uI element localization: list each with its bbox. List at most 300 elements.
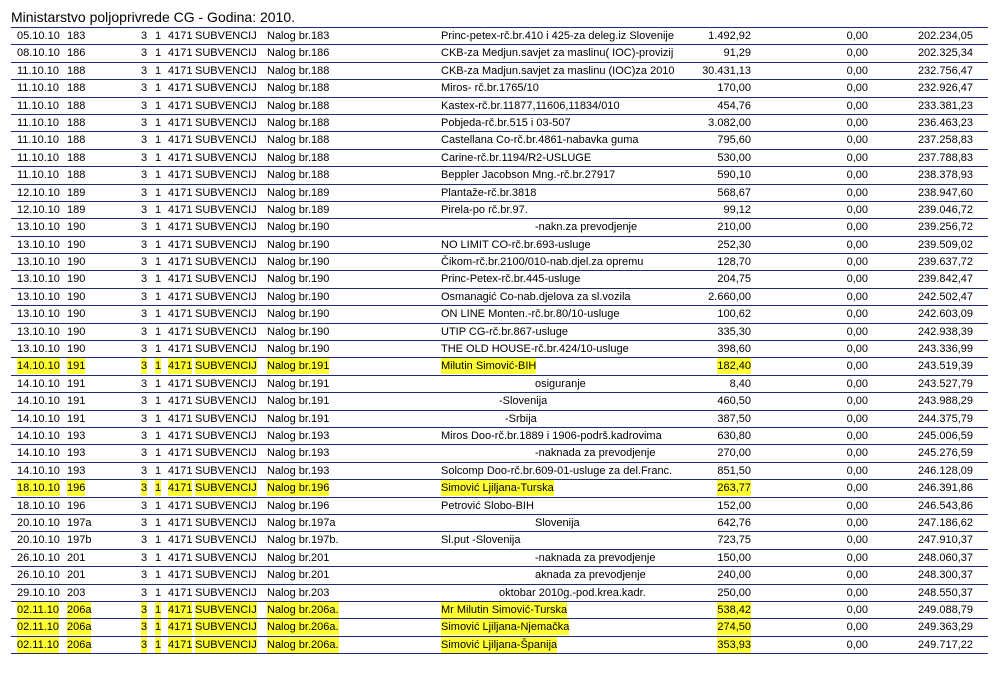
amount-cell: 1.492,92 xyxy=(708,30,751,42)
amount-cell: 454,76 xyxy=(717,99,751,112)
balance-cell: 239.256,72 xyxy=(917,221,973,234)
date-cell: 20.10.10 xyxy=(17,516,60,529)
table-row xyxy=(11,219,988,236)
description-cell: THE OLD HOUSE-rč.br.424/10-usluge xyxy=(441,343,629,356)
balance-cell: 243.336,99 xyxy=(917,343,973,356)
description-cell: Kastex-rč.br.11877,11606,11834/010 xyxy=(441,99,620,112)
account-cell: 4171 xyxy=(168,621,193,634)
description-cell: UTIP CG-rč.br.867-usluge xyxy=(441,325,568,338)
date-cell: 11.10.10 xyxy=(17,134,60,147)
credit-cell: 0,00 xyxy=(846,82,868,95)
balance-cell: 237.258,83 xyxy=(917,134,973,147)
account-cell: 4171 xyxy=(168,482,193,495)
description-cell: aknada za prevodjenje xyxy=(535,569,646,582)
table-row xyxy=(11,358,988,375)
table-row xyxy=(11,185,988,202)
date-cell: 11.10.10 xyxy=(17,82,60,95)
code-a-cell: 3 xyxy=(141,134,148,147)
balance-cell: 246.391,86 xyxy=(917,482,973,495)
code-a-cell: 3 xyxy=(141,325,148,338)
entry-number-cell: 190 xyxy=(67,343,86,356)
balance-cell: 239.509,02 xyxy=(917,238,973,251)
entry-number-cell: 206a xyxy=(67,621,92,634)
order-cell: Nalog br.191 xyxy=(267,377,330,390)
account-cell: 4171 xyxy=(168,343,193,356)
code-b-cell: 1 xyxy=(155,82,162,95)
code-b-cell: 1 xyxy=(155,273,162,286)
amount-cell: 398,60 xyxy=(717,343,751,356)
type-cell: SUBVENCIJ xyxy=(195,221,257,234)
code-b-cell: 1 xyxy=(155,256,162,269)
entry-number-cell: 196 xyxy=(67,499,86,512)
account-cell: 4171 xyxy=(168,151,193,164)
description-cell: Simović Ljiljana-Španija xyxy=(441,638,558,651)
credit-cell: 0,00 xyxy=(846,256,868,269)
account-cell: 4171 xyxy=(168,569,193,582)
amount-cell: 530,00 xyxy=(717,151,751,164)
entry-number-cell: 190 xyxy=(67,273,86,286)
order-cell: Nalog br.203 xyxy=(267,586,330,599)
order-cell: Nalog br.190 xyxy=(267,238,330,251)
balance-cell: 202.325,34 xyxy=(917,47,973,60)
credit-cell: 0,00 xyxy=(846,343,868,356)
order-cell: Nalog br.188 xyxy=(267,99,330,112)
credit-cell: 0,00 xyxy=(846,464,868,477)
amount-cell: 8,40 xyxy=(729,377,751,390)
type-cell: SUBVENCIJ xyxy=(195,377,257,390)
code-a-cell: 3 xyxy=(141,30,148,42)
account-cell: 4171 xyxy=(168,30,193,42)
code-b-cell: 1 xyxy=(155,360,162,373)
entry-number-cell: 201 xyxy=(67,551,86,564)
description-cell: Pobjeda-rč.br.515 i 03-507 xyxy=(441,116,571,129)
description-cell: CKB-za Madjun.savjet za maslinu (IOC)za 2010 xyxy=(441,64,675,77)
balance-cell: 236.463,23 xyxy=(917,116,973,129)
credit-cell: 0,00 xyxy=(846,151,868,164)
type-cell: SUBVENCIJ xyxy=(195,360,257,373)
order-cell: Nalog br.188 xyxy=(267,116,330,129)
code-b-cell: 1 xyxy=(155,534,162,547)
entry-number-cell: 186 xyxy=(67,47,86,60)
balance-cell: 238.378,93 xyxy=(917,169,973,182)
table-row xyxy=(11,498,988,515)
order-cell: Nalog br.191 xyxy=(267,360,330,373)
code-a-cell: 3 xyxy=(141,343,148,356)
credit-cell: 0,00 xyxy=(846,412,868,425)
credit-cell: 0,00 xyxy=(846,47,868,60)
credit-cell: 0,00 xyxy=(846,638,868,651)
balance-cell: 242.938,39 xyxy=(917,325,973,338)
entry-number-cell: 190 xyxy=(67,238,86,251)
code-b-cell: 1 xyxy=(155,551,162,564)
code-a-cell: 3 xyxy=(141,395,148,408)
table-row xyxy=(11,132,988,149)
order-cell: Nalog br.193 xyxy=(267,429,330,442)
amount-cell: 630,80 xyxy=(717,429,751,442)
type-cell: SUBVENCIJ xyxy=(195,99,257,112)
table-row xyxy=(11,115,988,132)
date-cell: 13.10.10 xyxy=(17,256,60,269)
entry-number-cell: 191 xyxy=(67,360,86,373)
description-cell: Čikom-rč.br.2100/010-nab.djel.za opremu xyxy=(441,256,644,269)
type-cell: SUBVENCIJ xyxy=(195,186,257,199)
type-cell: SUBVENCIJ xyxy=(195,464,257,477)
type-cell: SUBVENCIJ xyxy=(195,273,257,286)
amount-cell: 387,50 xyxy=(717,412,751,425)
balance-cell: 245.006,59 xyxy=(917,429,973,442)
description-cell: osiguranje xyxy=(535,377,586,390)
description-cell: Miros- rč.br.1765/10 xyxy=(441,82,539,95)
code-a-cell: 3 xyxy=(141,82,148,95)
order-cell: Nalog br.190 xyxy=(267,273,330,286)
description-cell: Petrović Slobo-BIH xyxy=(441,499,534,512)
type-cell: SUBVENCIJ xyxy=(195,82,257,95)
balance-cell: 249.088,79 xyxy=(917,603,973,616)
account-cell: 4171 xyxy=(168,47,193,60)
date-cell: 14.10.10 xyxy=(17,412,60,425)
credit-cell: 0,00 xyxy=(846,429,868,442)
table-row xyxy=(11,480,988,497)
table-row xyxy=(11,637,988,654)
credit-cell: 0,00 xyxy=(846,603,868,616)
entry-number-cell: 191 xyxy=(67,412,86,425)
credit-cell: 0,00 xyxy=(846,134,868,147)
date-cell: 14.10.10 xyxy=(17,360,60,373)
type-cell: SUBVENCIJ xyxy=(195,308,257,321)
code-b-cell: 1 xyxy=(155,499,162,512)
date-cell: 05.10.10 xyxy=(17,30,60,42)
credit-cell: 0,00 xyxy=(846,569,868,582)
entry-number-cell: 196 xyxy=(67,482,86,495)
credit-cell: 0,00 xyxy=(846,169,868,182)
order-cell: Nalog br.188 xyxy=(267,64,330,77)
account-cell: 4171 xyxy=(168,308,193,321)
balance-cell: 232.756,47 xyxy=(917,64,973,77)
order-cell: Nalog br.188 xyxy=(267,134,330,147)
table-row xyxy=(11,45,988,62)
order-cell: Nalog br.190 xyxy=(267,290,330,303)
description-cell: -naknada za prevodjenje xyxy=(535,551,656,564)
description-cell: NO LIMIT CO-rč.br.693-usluge xyxy=(441,238,591,251)
table-row xyxy=(11,289,988,306)
date-cell: 02.11.10 xyxy=(17,603,60,616)
type-cell: SUBVENCIJ xyxy=(195,638,257,651)
entry-number-cell: 189 xyxy=(67,203,86,216)
balance-cell: 242.502,47 xyxy=(917,290,973,303)
order-cell: Nalog br.193 xyxy=(267,464,330,477)
code-b-cell: 1 xyxy=(155,99,162,112)
entry-number-cell: 190 xyxy=(67,308,86,321)
account-cell: 4171 xyxy=(168,290,193,303)
description-cell: oktobar 2010g.-pod.krea.kadr. xyxy=(499,586,646,599)
code-b-cell: 1 xyxy=(155,395,162,408)
account-cell: 4171 xyxy=(168,273,193,286)
credit-cell: 0,00 xyxy=(846,221,868,234)
code-b-cell: 1 xyxy=(155,603,162,616)
balance-cell: 248.060,37 xyxy=(917,551,973,564)
code-a-cell: 3 xyxy=(141,551,148,564)
code-b-cell: 1 xyxy=(155,621,162,634)
order-cell: Nalog br.201 xyxy=(267,551,330,564)
entry-number-cell: 188 xyxy=(67,82,86,95)
date-cell: 13.10.10 xyxy=(17,221,60,234)
table-row xyxy=(11,98,988,115)
entry-number-cell: 197b xyxy=(67,534,92,547)
account-cell: 4171 xyxy=(168,116,193,129)
account-cell: 4171 xyxy=(168,586,193,599)
type-cell: SUBVENCIJ xyxy=(195,203,257,216)
table-row xyxy=(11,237,988,254)
table-row xyxy=(11,532,988,549)
credit-cell: 0,00 xyxy=(846,99,868,112)
code-b-cell: 1 xyxy=(155,151,162,164)
account-cell: 4171 xyxy=(168,447,193,460)
order-cell: Nalog br.206a. xyxy=(267,603,339,616)
date-cell: 13.10.10 xyxy=(17,290,60,303)
date-cell: 20.10.10 xyxy=(17,534,60,547)
date-cell: 14.10.10 xyxy=(17,429,60,442)
table-row xyxy=(11,80,988,97)
table-row xyxy=(11,341,988,358)
table-row xyxy=(11,393,988,410)
entry-number-cell: 188 xyxy=(67,134,86,147)
amount-cell: 851,50 xyxy=(717,464,751,477)
balance-cell: 238.947,60 xyxy=(917,186,973,199)
credit-cell: 0,00 xyxy=(846,238,868,251)
amount-cell: 99,12 xyxy=(723,203,751,216)
entry-number-cell: 183 xyxy=(67,30,86,42)
balance-cell: 242.603,09 xyxy=(917,308,973,321)
entry-number-cell: 191 xyxy=(67,377,86,390)
code-b-cell: 1 xyxy=(155,343,162,356)
balance-cell: 239.637,72 xyxy=(917,256,973,269)
account-cell: 4171 xyxy=(168,551,193,564)
type-cell: SUBVENCIJ xyxy=(195,551,257,564)
order-cell: Nalog br.197b. xyxy=(267,534,339,547)
account-cell: 4171 xyxy=(168,412,193,425)
description-cell: Simović Ljiljana-Turska xyxy=(441,482,554,495)
type-cell: SUBVENCIJ xyxy=(195,534,257,547)
code-a-cell: 3 xyxy=(141,499,148,512)
code-a-cell: 3 xyxy=(141,273,148,286)
account-cell: 4171 xyxy=(168,238,193,251)
description-cell: Beppler Jacobson Mng.-rč.br.27917 xyxy=(441,169,616,182)
credit-cell: 0,00 xyxy=(846,64,868,77)
amount-cell: 250,00 xyxy=(717,586,751,599)
account-cell: 4171 xyxy=(168,464,193,477)
account-cell: 4171 xyxy=(168,64,193,77)
order-cell: Nalog br.193 xyxy=(267,447,330,460)
entry-number-cell: 206a xyxy=(67,638,92,651)
credit-cell: 0,00 xyxy=(846,499,868,512)
date-cell: 29.10.10 xyxy=(17,586,60,599)
credit-cell: 0,00 xyxy=(846,360,868,373)
date-cell: 12.10.10 xyxy=(17,203,60,216)
credit-cell: 0,00 xyxy=(846,534,868,547)
code-b-cell: 1 xyxy=(155,482,162,495)
amount-cell: 642,76 xyxy=(717,516,751,529)
account-cell: 4171 xyxy=(168,638,193,651)
entry-number-cell: 193 xyxy=(67,447,86,460)
date-cell: 13.10.10 xyxy=(17,238,60,251)
code-a-cell: 3 xyxy=(141,412,148,425)
code-b-cell: 1 xyxy=(155,308,162,321)
amount-cell: 3.082,00 xyxy=(708,116,751,129)
order-cell: Nalog br.190 xyxy=(267,221,330,234)
description-cell: Carine-rč.br.1194/R2-USLUGE xyxy=(441,151,592,164)
page-title: Ministarstvo poljoprivrede CG - Godina: 2010. xyxy=(11,9,296,25)
description-cell: Castellana Co-rč.br.4861-nabavka guma xyxy=(441,134,639,147)
table-row xyxy=(11,428,988,445)
date-cell: 13.10.10 xyxy=(17,273,60,286)
balance-cell: 239.046,72 xyxy=(917,203,973,216)
code-a-cell: 3 xyxy=(141,64,148,77)
description-cell: Osmanagić Co-nab.djelova za sl.vozila xyxy=(441,290,631,303)
balance-cell: 248.300,37 xyxy=(917,569,973,582)
order-cell: Nalog br.188 xyxy=(267,169,330,182)
code-a-cell: 3 xyxy=(141,169,148,182)
order-cell: Nalog br.190 xyxy=(267,308,330,321)
description-cell: Pirela-po rč.br.97. xyxy=(441,203,528,216)
credit-cell: 0,00 xyxy=(846,586,868,599)
date-cell: 11.10.10 xyxy=(17,116,60,129)
balance-cell: 247.186,62 xyxy=(917,516,973,529)
table-row xyxy=(11,463,988,480)
description-cell: ON LINE Monten.-rč.br.80/10-usluge xyxy=(441,308,620,321)
description-cell: Miros Doo-rč.br.1889 i 1906-podrš.kadrovima xyxy=(441,429,662,442)
description-cell: Solcomp Doo-rč.br.609-01-usluge za del.Franc. xyxy=(441,464,673,477)
table-row xyxy=(11,28,988,45)
type-cell: SUBVENCIJ xyxy=(195,256,257,269)
account-cell: 4171 xyxy=(168,377,193,390)
description-cell: Simović Ljiljana-Njemačka xyxy=(441,621,570,634)
table-row xyxy=(11,150,988,167)
amount-cell: 460,50 xyxy=(717,395,751,408)
type-cell: SUBVENCIJ xyxy=(195,290,257,303)
description-cell: Slovenija xyxy=(535,516,580,529)
code-a-cell: 3 xyxy=(141,47,148,60)
code-b-cell: 1 xyxy=(155,377,162,390)
date-cell: 26.10.10 xyxy=(17,569,60,582)
code-b-cell: 1 xyxy=(155,203,162,216)
account-cell: 4171 xyxy=(168,325,193,338)
date-cell: 26.10.10 xyxy=(17,551,60,564)
table-row xyxy=(11,63,988,80)
description-cell: -naknada za prevodjenje xyxy=(535,447,656,460)
account-cell: 4171 xyxy=(168,360,193,373)
order-cell: Nalog br.206a. xyxy=(267,621,339,634)
amount-cell: 204,75 xyxy=(717,273,751,286)
code-b-cell: 1 xyxy=(155,47,162,60)
date-cell: 14.10.10 xyxy=(17,377,60,390)
entry-number-cell: 190 xyxy=(67,290,86,303)
account-cell: 4171 xyxy=(168,256,193,269)
amount-cell: 270,00 xyxy=(717,447,751,460)
credit-cell: 0,00 xyxy=(846,377,868,390)
date-cell: 11.10.10 xyxy=(17,99,60,112)
balance-cell: 243.519,39 xyxy=(917,360,973,373)
order-cell: Nalog br.197a xyxy=(267,516,336,529)
code-a-cell: 3 xyxy=(141,482,148,495)
type-cell: SUBVENCIJ xyxy=(195,343,257,356)
date-cell: 14.10.10 xyxy=(17,464,60,477)
date-cell: 18.10.10 xyxy=(17,499,60,512)
order-cell: Nalog br.186 xyxy=(267,47,330,60)
code-a-cell: 3 xyxy=(141,186,148,199)
balance-cell: 243.988,29 xyxy=(917,395,973,408)
balance-cell: 249.363,29 xyxy=(917,621,973,634)
ledger-table xyxy=(11,27,988,654)
type-cell: SUBVENCIJ xyxy=(195,429,257,442)
entry-number-cell: 188 xyxy=(67,151,86,164)
entry-number-cell: 203 xyxy=(67,586,86,599)
order-cell: Nalog br.196 xyxy=(267,499,330,512)
code-b-cell: 1 xyxy=(155,638,162,651)
type-cell: SUBVENCIJ xyxy=(195,169,257,182)
date-cell: 11.10.10 xyxy=(17,64,60,77)
credit-cell: 0,00 xyxy=(846,290,868,303)
date-cell: 12.10.10 xyxy=(17,186,60,199)
code-a-cell: 3 xyxy=(141,638,148,651)
balance-cell: 232.926,47 xyxy=(917,82,973,95)
entry-number-cell: 188 xyxy=(67,99,86,112)
description-cell: Plantaže-rč.br.3818 xyxy=(441,186,537,199)
code-a-cell: 3 xyxy=(141,256,148,269)
account-cell: 4171 xyxy=(168,134,193,147)
table-row xyxy=(11,602,988,619)
credit-cell: 0,00 xyxy=(846,447,868,460)
order-cell: Nalog br.183 xyxy=(267,30,330,42)
code-b-cell: 1 xyxy=(155,586,162,599)
credit-cell: 0,00 xyxy=(846,203,868,216)
code-a-cell: 3 xyxy=(141,516,148,529)
type-cell: SUBVENCIJ xyxy=(195,586,257,599)
amount-cell: 252,30 xyxy=(717,238,751,251)
table-row xyxy=(11,445,988,462)
entry-number-cell: 197a xyxy=(67,516,92,529)
order-cell: Nalog br.189 xyxy=(267,203,330,216)
type-cell: SUBVENCIJ xyxy=(195,499,257,512)
date-cell: 11.10.10 xyxy=(17,169,60,182)
description-cell: Princ-petex-rč.br.410 i 425-za deleg.iz Slovenije xyxy=(441,30,674,42)
date-cell: 11.10.10 xyxy=(17,151,60,164)
amount-cell: 274,50 xyxy=(717,621,751,634)
credit-cell: 0,00 xyxy=(846,621,868,634)
type-cell: SUBVENCIJ xyxy=(195,482,257,495)
balance-cell: 245.276,59 xyxy=(917,447,973,460)
amount-cell: 335,30 xyxy=(717,325,751,338)
type-cell: SUBVENCIJ xyxy=(195,64,257,77)
code-a-cell: 3 xyxy=(141,238,148,251)
entry-number-cell: 188 xyxy=(67,116,86,129)
code-a-cell: 3 xyxy=(141,116,148,129)
credit-cell: 0,00 xyxy=(846,395,868,408)
amount-cell: 100,62 xyxy=(717,308,751,321)
amount-cell: 182,40 xyxy=(717,360,751,373)
amount-cell: 353,93 xyxy=(717,638,751,651)
account-cell: 4171 xyxy=(168,203,193,216)
code-b-cell: 1 xyxy=(155,116,162,129)
code-a-cell: 3 xyxy=(141,464,148,477)
amount-cell: 538,42 xyxy=(717,603,751,616)
description-cell: -Srbija xyxy=(505,412,537,425)
type-cell: SUBVENCIJ xyxy=(195,47,257,60)
type-cell: SUBVENCIJ xyxy=(195,447,257,460)
amount-cell: 240,00 xyxy=(717,569,751,582)
description-cell: -Slovenija xyxy=(499,395,548,408)
code-a-cell: 3 xyxy=(141,151,148,164)
credit-cell: 0,00 xyxy=(846,516,868,529)
